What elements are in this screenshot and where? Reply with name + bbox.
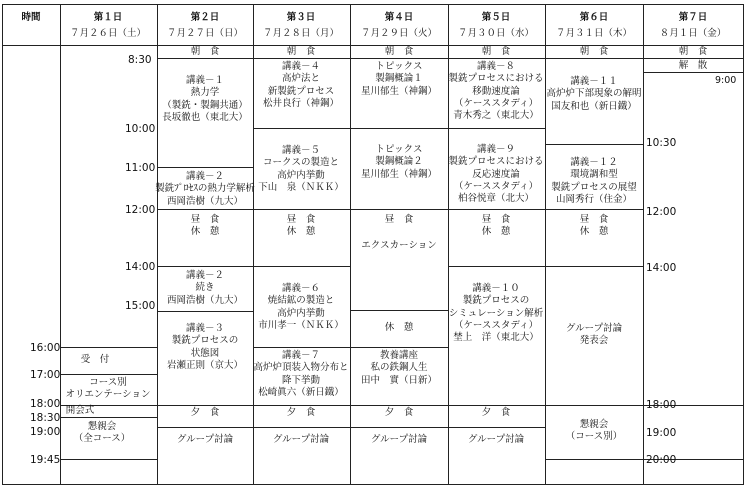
time-label: 18:30 <box>30 412 61 424</box>
time-label: 17:00 <box>30 369 61 381</box>
time-label: 20:00 <box>646 454 677 466</box>
row-rule <box>253 128 350 129</box>
row-rule <box>157 58 744 59</box>
day1-reception: 受 付 <box>80 354 110 365</box>
row-rule <box>157 427 253 428</box>
row-rule <box>157 209 253 210</box>
row-rule <box>253 347 350 348</box>
header-rule <box>2 45 744 46</box>
day5-lecture-10: 講義－１０ 製銑プロセスの シミュレーション解析 （ケーススタディ） 埜上 洋（東北大） <box>448 283 544 344</box>
day5-group-discussion: グループ討論 <box>467 434 525 445</box>
row-rule <box>253 266 350 267</box>
time-label: 12:00 <box>646 206 677 218</box>
day6-group-presentation: グループ討論 発表会 <box>565 323 623 347</box>
time-label: 19:00 <box>646 427 677 439</box>
time-label: 11:00 <box>125 162 156 174</box>
row-rule <box>448 405 545 406</box>
table-border-bottom <box>2 484 744 485</box>
day7-name: 第７日 <box>678 12 708 23</box>
column-divider <box>157 4 158 485</box>
day6-breakfast: 朝 食 <box>579 46 609 57</box>
day6-name: 第６日 <box>579 12 609 23</box>
day4-header <box>361 10 437 42</box>
row-rule <box>350 310 448 311</box>
day1-name: 第１日 <box>93 12 123 23</box>
day4-lunch: 昼 食 <box>384 214 414 225</box>
row-rule <box>60 459 157 460</box>
day7-date: ８月１日（金） <box>659 28 727 39</box>
row-rule <box>350 209 448 210</box>
day3-lecture-5: 講義－５ コークスの製造と 高炉内挙動 下山 泉（ＮＫＫ） <box>258 145 344 193</box>
time-label: 14:00 <box>125 261 156 273</box>
day3-lecture-6: 講義－６ 焼結鉱の製造と 高炉内挙動 市川孝一（ＮＫＫ） <box>258 283 344 331</box>
day5-lunch: 昼 食 休 憩 <box>481 214 511 238</box>
row-rule <box>157 405 253 406</box>
day7-header <box>660 10 727 42</box>
day1-course-orientation: コース別 オリエンテーション <box>65 377 151 401</box>
table-border-left <box>2 4 3 485</box>
day1-opening: 開会式 <box>65 405 95 416</box>
day2-lecture-2: 講義－２ 製銑ﾌﾟﾛｾｽの熱力学解析 西岡浩樹（九大） <box>155 171 255 207</box>
time-label: 18:00 <box>646 399 677 411</box>
day2-name: 第２日 <box>190 12 220 23</box>
row-rule <box>448 128 545 129</box>
day4-liberal-arts-lecture: 教養講座 私の鉄鋼人生 田中 實（日新） <box>360 350 438 386</box>
row-rule <box>545 459 744 460</box>
day6-date: ７月３１日（木） <box>555 28 633 39</box>
row-rule <box>157 167 253 168</box>
time-label: 12:00 <box>125 204 156 216</box>
day7-dismissal: 解 散 <box>678 60 708 71</box>
day3-dinner: 夕 食 <box>286 407 316 418</box>
row-rule <box>253 405 350 406</box>
table-border-top <box>2 4 744 5</box>
row-rule <box>350 128 448 129</box>
day5-dinner: 夕 食 <box>481 407 511 418</box>
row-rule <box>448 427 545 428</box>
day2-header <box>167 10 243 42</box>
day5-date: ７月３０日（水） <box>457 28 535 39</box>
time-label: 16:00 <box>30 342 61 354</box>
time-label: 18:00 <box>30 398 61 410</box>
time-label: 10:30 <box>646 137 677 149</box>
day6-header <box>556 10 632 42</box>
row-rule <box>157 266 253 267</box>
row-rule <box>545 144 643 145</box>
day1-date: ７月２６日（土） <box>69 28 147 39</box>
day5-header <box>458 10 534 42</box>
day4-name: 第４日 <box>384 12 414 23</box>
row-rule <box>350 427 448 428</box>
day2-breakfast: 朝 食 <box>190 46 220 57</box>
row-rule <box>448 209 545 210</box>
day3-name: 第３日 <box>286 12 316 23</box>
day2-lunch: 昼 食 休 憩 <box>190 214 220 238</box>
day6-lecture-12: 講義－１２ 環境調和型 製銑プロセスの展望 山岡秀行（住金） <box>551 157 637 205</box>
day2-date: ７月２７日（日） <box>166 28 244 39</box>
day4-date: ７月２９日（火） <box>360 28 438 39</box>
time-label: 8:30 <box>128 54 152 66</box>
day3-lunch: 昼 食 休 憩 <box>286 214 316 238</box>
time-label: 10:00 <box>125 123 156 135</box>
row-rule <box>448 266 545 267</box>
column-divider <box>643 4 644 485</box>
day2-lecture-2-cont: 講義－２ 続き 西岡浩樹（九大） <box>166 270 244 306</box>
day3-breakfast: 朝 食 <box>286 46 316 57</box>
time-label: 14:00 <box>646 262 677 274</box>
day3-date: ７月２８日（月） <box>262 28 340 39</box>
day4-excursion: エクスカーション <box>361 240 437 251</box>
day3-header <box>263 10 339 42</box>
day6-lecture-11: 講義－１１ 高炉炉下部現象の解明 国友和也（新日鐵） <box>546 76 642 112</box>
day5-name: 第５日 <box>481 12 511 23</box>
day4-group-discussion: グループ討論 <box>370 434 428 445</box>
row-rule <box>253 209 350 210</box>
day7-breakfast: 朝 食 <box>678 46 708 57</box>
row-rule <box>157 311 253 312</box>
row-rule <box>350 347 448 348</box>
day6-lunch: 昼 食 休 憩 <box>579 214 609 238</box>
time-label: 19:00 <box>30 426 61 438</box>
day2-lecture-3: 講義－３ 製銑プロセスの 状態図 岩瀬正則（京大） <box>166 323 244 371</box>
column-divider <box>350 4 351 485</box>
time-label: 9:00 <box>715 75 737 86</box>
day2-lecture-1: 講義－１ 熱力学 （製銑・製鋼共通） 長坂徹也（東北大） <box>162 75 248 123</box>
day4-topic-1: トピックス 製鋼概論１ 星川郁生（神鋼） <box>360 61 438 97</box>
day4-topic-2: トピックス 製鋼概論２ 星川郁生（神鋼） <box>360 144 438 180</box>
day3-group-discussion: グループ討論 <box>272 434 330 445</box>
row-rule <box>60 374 157 375</box>
row-rule <box>253 427 350 428</box>
time-column-header: 時間 <box>21 12 41 23</box>
day5-lecture-9: 講義－９ 製銑プロセスにおける 反応速度論 （ケーススタディ） 柏谷悦章（北大） <box>448 144 544 205</box>
day3-lecture-7: 講義－７ 高炉炉頂装入物分布と 降下挙動 松崎眞六（新日鐵） <box>253 350 349 398</box>
day6-social: 懇親会 （コース別） <box>565 419 623 443</box>
day4-dinner: 夕 食 <box>384 407 414 418</box>
day1-social: 懇親会 （全コース） <box>73 421 131 445</box>
day2-dinner: 夕 食 <box>190 407 220 418</box>
row-rule <box>545 266 643 267</box>
day2-group-discussion: グループ討論 <box>176 434 234 445</box>
row-rule <box>545 405 744 406</box>
day1-header <box>70 10 146 42</box>
column-divider <box>253 4 254 485</box>
time-label: 15:00 <box>125 300 156 312</box>
time-label: 19:45 <box>30 454 61 466</box>
row-rule <box>60 347 157 348</box>
day5-breakfast: 朝 食 <box>481 46 511 57</box>
day3-lecture-4: 講義－４ 高炉法と 新製銑プロセス 松井良行（神鋼） <box>262 61 340 109</box>
row-rule <box>350 405 448 406</box>
day5-lecture-8: 講義－８ 製銑プロセスにおける 移動速度論 （ケーススタディ） 青木秀之（東北大） <box>448 61 544 122</box>
row-rule <box>545 209 643 210</box>
day4-breakfast: 朝 食 <box>384 46 414 57</box>
day4-rest: 休 憩 <box>384 322 414 333</box>
table-border-right <box>743 4 744 485</box>
